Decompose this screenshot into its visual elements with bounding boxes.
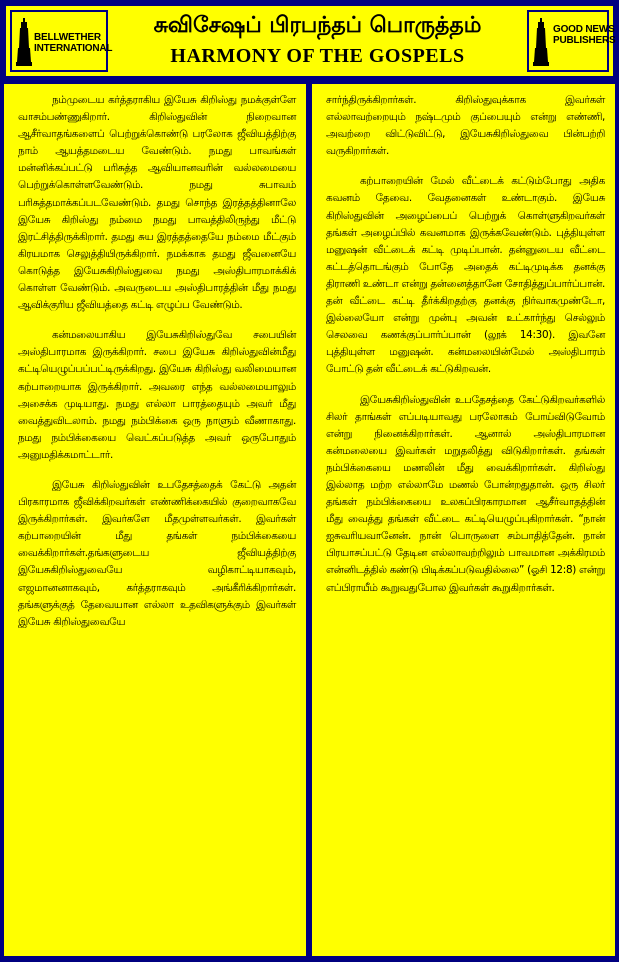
paragraph: இயேசு கிறிஸ்துவின் உபதேசத்தைக் கேட்டு அதன் பிரகாரமாக ஜீவிக்கிறவர்கள் எண்ணிக்கையில் குறைவாகவே இருக்கிறார்கள். இவர்களே மீதமுள்ளவர்கள். இவர்கள் கற்பாறையின் மீது தங்கள் நம்பிக்கையை வைக்கிறார்கள்.தங்களுடைய ஜீவியத்திற்கு இயேசுகிறிஸ்துவையே வழிகாட்டியாகவும், எஜமானனாகவும், கர்த்தராகவும் அங்கீரிக்கிறார்கள். தங்களுக்குத் தேவையான எல்லா உதவிகளுக்கும் இவர்கள் இயேசு கிறிஸ்துவையே <box>18 478 296 628</box>
english-title: HARMONY OF THE GOSPELS <box>170 45 465 67</box>
paragraph: கன்மலையாகிய இயேசுகிறிஸ்துவே சபையின் அஸ்திபாரமாக இருக்கிறார். சபை இயேசு கிறிஸ்துவின்மீது கட்டியெழுப்பப்பட்டிருக்கிறது. இயேசு கிறிஸ்து வலிமையான கற்பாறையாக இருக்கிறார். அவரை எந்த வல்லமையாலும் அசைக்க முடியாது. நமது எல்லா பாரத்தையும் அவர் மீது வைத்துவிடலாம். நமது நம்பிக்கை ஒரு நாளும் வீணாகாது. நமது நம்பிக்கையை வெட்கப்படுத்த அவர் ஒருபோதும் அனுமதிக்கமாட்டார். <box>18 329 296 461</box>
right-column <box>312 84 615 956</box>
logo-right-line1: GOOD NEWS <box>553 24 615 35</box>
logo-left-line1: BELLWETHER <box>34 32 101 43</box>
paragraph: நம்முடைய கர்த்தராகிய இயேசு கிறிஸ்து நமக்குள்ளே வாசம்பண்ணுகிறார். கிறிஸ்துவின் நிறைவான ஆசீர்வாதங்களைப் பெற்றுக்கொண்டு பரலோக ஜீவியத்திற்கு நாம் ஆயத்தமடைய வேண்டும். நமது பாவங்கள் மன்னிக்கப்பட்டு பரிசுத்த ஆவியானவரின் வல்லமையை பெற்றுக்கொள்ளவேண்டும். நமது சுபாவம் பரிசுத்தமாக்கப்படவேண்டும். தமது சொந்த இரத்தத்தினாலே இயேசு கிறிஸ்து நம்மை நமது பாவத்திலிருந்து மீட்டு இரட்சித்திருக்கிறார். தமது சுய இரத்தத்தையே நம்மை மீட்கும் கிரயமாக செலுத்தியிருக்கிறார். நமக்காக தமது ஜீவனையே கொடுத்த இயேசுகிறிஸ்துவை நமது அஸ்திபாரமாக்கிக் கொள்ள வேண்டும். அவருடைய அஸ்திபாரத்தின் மீது நமது ஆவிக்குரிய ஜீவியத்தை கட்டி எழுப்ப வேண்டும். <box>18 94 296 312</box>
logo-right-text <box>553 24 615 46</box>
paragraph: இயேசுகிறிஸ்துவின் உபதேசத்தை கேட்டுகிறவர்களில் சிலர் தாங்கள் எப்படியாவது பரலோகம் போய்விடுவோம் என்று நினைக்கிறார்கள். ஆனால் அஸ்திபாரமான கன்மலையை இவர்கள் மறுதலித்து விடுகிறார்கள். தங்கள் நம்பிக்கையை மணலின் மீது வைக்கிறார்கள். கிறிஸ்து இல்லாத மற்ற எல்லாமே மணல் போன்றதுதான். ஒரு சிலர் தங்கள் நம்பிக்கையை உலகப்பிரகாரமான ஆசீர்வாதத்தின் மீது வைத்து தங்கள் வீட்டை கட்டியெழுப்புகிறார்கள். “நான் ஐசுவரியவானேன். நான் பொருளை சம்பாதித்தேன். நான் பிரயாசப்பட்டு தேடின எல்லாவற்றிலும் பாவமான அக்கிரமம் என்னிடத்தில் கண்டு பிடிக்கப்படுவதில்லை” (ஓசி 12:8) என்று எப்பிராயீம் கூறுவதுபோல இவர்கள் கூறுகிறார்கள். <box>326 393 605 594</box>
good-news-logo <box>527 10 616 72</box>
logo-left-line2: INTERNATIONAL <box>34 43 113 54</box>
title-block <box>114 10 521 70</box>
bellwether-logo <box>10 10 113 72</box>
header-banner <box>4 4 615 78</box>
tower-icon <box>16 18 32 66</box>
tamil-title: சுவிசேஷப் பிரபந்தப் பொருத்தம் <box>153 13 482 38</box>
paragraph: சார்ந்திருக்கிறார்கள். கிறிஸ்துவுக்காக இவர்கள் எல்லாவற்றையும் நஷ்டமும் குப்பையும் என்று எண்ணி, அவற்றை விட்டுவிட்டு, இயேசுகிறிஸ்துவை பின்பற்றி வருகிறார்கள். <box>326 94 605 158</box>
logo-right-line2: PUBLISHERS <box>553 35 616 46</box>
left-column <box>4 84 306 956</box>
paragraph: கற்பாறையின் மேல் வீட்டைக் கட்டும்போது அதிக கவனம் தேவை. வேதனைகள் உண்டாகும். இயேசு கிறிஸ்துவின் அழைப்பைப் பெற்றுக் கொள்ளுகிறவர்கள் தங்கள் அழைப்பில் கவனமாக இருக்கவேண்டும். புத்தியுள்ள மனுஷன் வீட்டைக் கட்டி முடிப்பான். தன்னுடைய வீட்டை கட்டத்தொடங்கும் போதே அதைக் கட்டிமுடிக்க தனக்கு திராணி உண்டா என்று தன்னைத்தானே சோதித்துப்பார்ப்பான். தன் வீட்டை கட்டி தீர்க்கிறதற்கு தனக்கு நிர்வாகமுண்டோ, இல்லையோ என்று முன்பு அவன் உட்கார்ந்து செல்லும் செலவை கணக்குப்பார்ப்பான் (லூக் 14:30). இவனே புத்தியுள்ள மனுஷன். கன்மலையின்மேல் அஸ்திபாரம் போட்டு தன் வீட்டைக் கட்டுகிறவன். <box>326 175 605 376</box>
logo-left-text <box>34 32 112 54</box>
tower-icon <box>533 18 549 66</box>
